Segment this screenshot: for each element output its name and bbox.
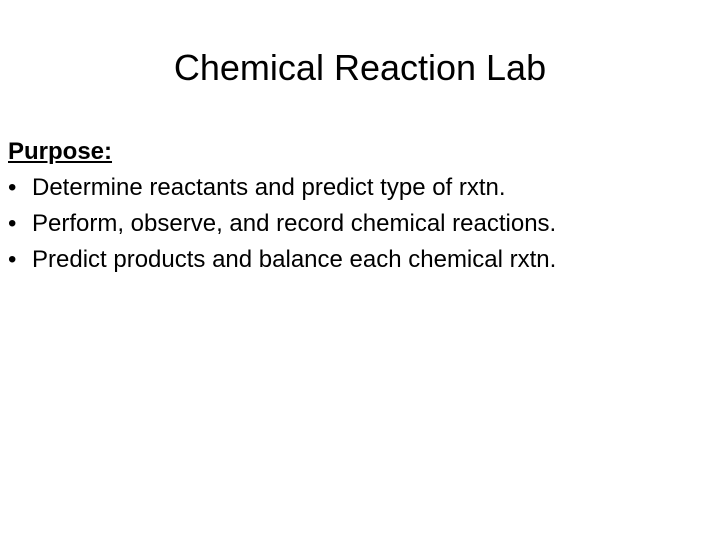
slide-content (8, 134, 712, 278)
bullet-text: Perform, observe, and record chemical reactions. (32, 210, 557, 237)
purpose-bullet-list (8, 170, 712, 278)
bullet-item (8, 170, 712, 206)
slide-title: Chemical Reaction Lab (173, 47, 547, 88)
bullet-text: Determine reactants and predict type of rxtn. (32, 174, 506, 201)
bullet-text: Predict products and balance each chemical rxtn. (32, 246, 557, 273)
bullet-marker-icon: • (8, 174, 17, 201)
bullet-item (8, 242, 712, 278)
bullet-marker-icon: • (8, 210, 17, 237)
purpose-heading: Purpose: (8, 138, 113, 165)
bullet-item (8, 206, 712, 242)
bullet-marker-icon: • (8, 246, 17, 273)
